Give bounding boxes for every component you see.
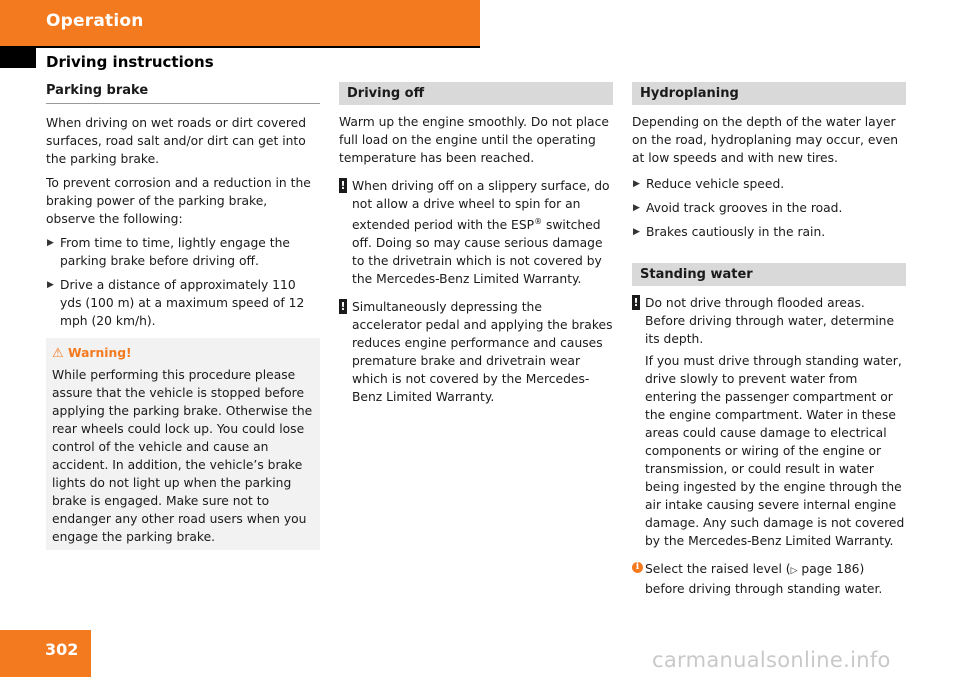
page-number: 302 [45, 640, 79, 659]
triangle-right-icon: ▶ [633, 203, 640, 213]
note-item [339, 177, 613, 288]
list-item-text: Avoid track grooves in the road. [646, 201, 843, 215]
section-title: Operation [46, 11, 144, 31]
list-item [632, 175, 906, 193]
info-text-part: Select the raised level ( [645, 562, 791, 576]
warning-title-text: Warning! [68, 346, 132, 360]
parking-brake-paragraph-1: When driving on wet roads or dirt covered surfaces, road salt and/or dirt can get into the parking brake. [46, 116, 307, 166]
standing-water-heading: Standing water [632, 263, 906, 286]
note-text-part: When driving off on a slippery surface, do not allow a drive wheel to spin for an extended period with the ESP [352, 179, 610, 233]
column-hydroplaning [632, 82, 906, 598]
subsection-tab-marker [0, 46, 36, 68]
exclamation-icon: ! [633, 296, 639, 309]
warning-title [52, 344, 314, 363]
list-item [632, 199, 906, 217]
parking-brake-heading: Parking brake [46, 82, 320, 104]
info-icon: i [632, 562, 643, 573]
parking-brake-paragraph-2: To prevent corrosion and a reduction in the braking power of the parking brake, observe the following: [46, 176, 311, 226]
note-text: If you must drive through standing water, drive slowly to prevent water from entering the passenger compartment or the engine compartment. Water in these areas could cause damage to electrical components or wiring of the engine or transmission, or could result in water being ingested by the engine through the air intake causing severe internal engine damage. Any such damage is not covered by the Mercedes-Benz Limited Warranty. [645, 354, 905, 548]
info-text-part: page 186) before driving through standing water. [645, 562, 883, 596]
note-text [352, 177, 613, 288]
note-item [339, 298, 613, 406]
hydroplaning-heading: Hydroplaning [632, 82, 906, 105]
list-item [46, 234, 320, 270]
triangle-right-icon: ▶ [633, 179, 640, 189]
watermark: carmanualsonline.info [652, 648, 891, 672]
list-item-text: From time to time, lightly engage the parking brake before driving off. [60, 236, 290, 268]
list-item-text: Brakes cautiously in the rain. [646, 225, 826, 239]
list-item-text: Drive a distance of approximately 110 yds (100 m) at a maximum speed of 12 mph (20 km/h). [60, 278, 305, 328]
triangle-right-icon: ▶ [633, 227, 640, 237]
exclamation-icon: ! [340, 179, 346, 192]
column-driving-off [339, 82, 613, 416]
registered-mark: ® [534, 217, 543, 226]
driving-off-heading: Driving off [339, 82, 613, 105]
page-reference-arrow: ▷ [790, 566, 798, 576]
warning-triangle-icon: ⚠ [52, 346, 64, 361]
list-item [46, 276, 320, 330]
note-text-part: switched off. Doing so may cause serious damage to the drivetrain which is not covered by the Mercedes-Benz Limited Warranty. [352, 218, 603, 287]
header-divider [36, 46, 480, 48]
info-item [632, 560, 906, 598]
note-item [632, 294, 906, 550]
hydroplaning-paragraph: Depending on the depth of the water layer on the road, hydroplaning may occur, even at low speeds and with new tires. [632, 115, 899, 165]
warning-text: While performing this procedure please assure that the vehicle is stopped before applying the parking brake. Otherwise the rear wheels could lock up. You could lose control of the vehicle and cause an accident. In addition, the vehicle’s brake lights do not light up when the parking brake is engaged. Make sure not to endanger any other road users when you engage the parking brake. [52, 368, 313, 544]
triangle-right-icon: ▶ [47, 238, 54, 248]
subsection-title: Driving instructions [46, 53, 214, 71]
triangle-right-icon: ▶ [47, 280, 54, 290]
list-item-text: Reduce vehicle speed. [646, 177, 785, 191]
list-item [632, 223, 906, 241]
note-text: Simultaneously depressing the accelerator pedal and applying the brakes reduces engine performance and causes premature brake and drivetrain wear which is not covered by the Mercedes-Benz Limited Warranty. [352, 300, 613, 405]
column-parking-brake [46, 82, 320, 550]
driving-off-paragraph: Warm up the engine smoothly. Do not place full load on the engine until the operating temperature has been reached. [339, 115, 609, 165]
note-text: Do not drive through flooded areas. Before driving through water, determine its depth. [645, 296, 895, 346]
warning-box [46, 338, 320, 550]
exclamation-icon: ! [340, 300, 346, 314]
